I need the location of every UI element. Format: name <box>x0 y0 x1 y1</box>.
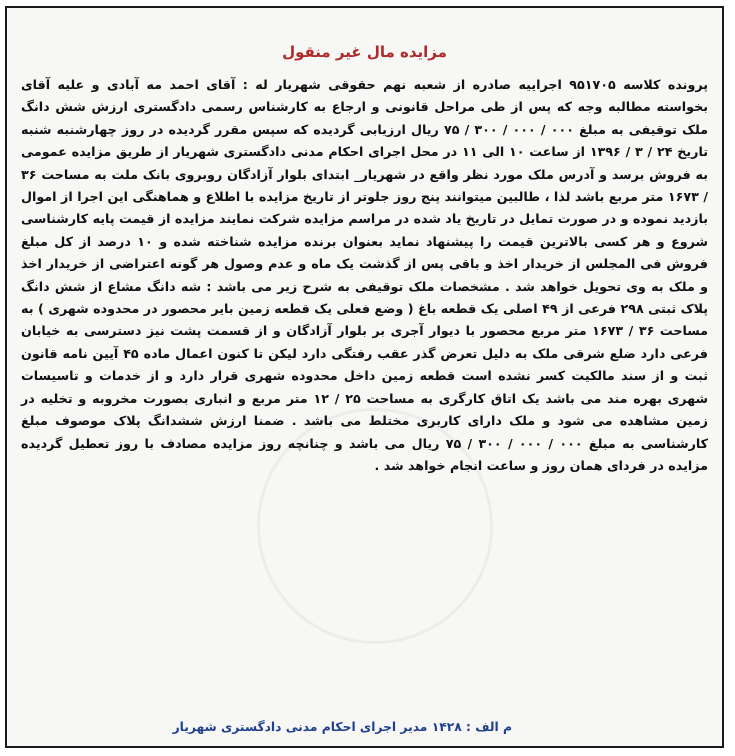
notice-frame <box>5 6 724 748</box>
notice-signature: م الف : ۱۴۲۸ مدیر اجرای احکام مدنی دادگستری شهریار <box>172 720 512 734</box>
publisher-logo-icon <box>542 743 632 748</box>
notice-body: پرونده کلاسه ۹۵۱۷۰۵ اجراییه صادره از شعبه نهم حقوقی شهریار له : آقای احمد مه آبادی و علیه آقای بخواسته مطالبه وجه که پس از طی مراحل قانونی و ارجاع به کارشناس رسمی دادگستری ارزش شش دانگ ملک توقیفی به مبلغ ۰۰۰ / ۰۰۰ / ۳۰۰ / ۷۵ ریال ارزیابی گردیده که سپس مقرر گردیده در روز چهارشنبه شنبه تاریخ ۲۴ / ۳ / ۱۳۹۶ از ساعت ۱۰ الی ۱۱ در محل اجرای احکام مدنی دادگستری شهریار از طریق مزایده عمومی به فروش برسد و آدرس ملک مورد نظر واقع در شهریار_ ابتدای بلوار آزادگان روبروی بانک ملت به مساحت ۳۶ / ۱۶۷۳ متر مربع باشد لذا ، طالبین میتوانند پنج روز جلوتر از تاریخ مزایده با اطلاع و هماهنگی این اجرا از اموال بازدید نموده و در صورت تمایل در تاریخ یاد شده در مراسم مزایده شرکت نمایند مزایده از قیمت پایه کارشناسی شروع و هر کسی بالاترین قیمت را پیشنهاد نماید بعنوان برنده مزایده شناخته شده و ۱۰ درصد از کل مبلغ فروش فی المجلس از خریدار اخذ و باقی پس از گذشت یک ماه و عدم وصول هر گونه اعتراضی از خریدار اخذ و ملک به وی تحویل خواهد شد . مشخصات ملک توقیفی به شرح زیر می باشد : شه دانگ مشاع از شش دانگ پلاک ثبتی ۲۹۸ فرعی از ۴۹ اصلی یک قطعه باغ ( وضع فعلی یک قطعه زمین بایر محصور در محدوده شهری ) به مساحت ۳۶ / ۱۶۷۳ متر مربع محصور با دیوار آجری بر بلوار آزادگان و از قسمت پشت نیز دسترسی به خیابان فرعی دارد ضلع شرقی ملک به دلیل تعرض گذر عقب رفتگی دارد لیکن تا کنون اعمال ماده ۴۵ آیین نامه قانون ثبت و از سند مالکیت کسر نشده است قطعه زمین داخل محدوده شهری قرار دارد و از خدمات و تاسیسات شهری بهره مند می باشد یک اتاق کارگری به مساحت ۲۵ / ۱۲ متر مربع و انباری بصورت مخروبه و تخلیه در زمین مشاهده می شود و ملک دارای کاربری مختلط می باشد . ضمنا ارزش ششدانگ پلاک موصوف مبلغ کارشناسی به مبلغ ۰۰۰ / ۰۰۰ / ۳۰۰ / ۷۵ ریال می باشد و چنانچه روز مزایده مصادف با روز تعطیل گردیده مزایده در فردای همان روز و ساعت انجام خواهد شد . <box>21 77 709 473</box>
notice-title: مزایده مال غیر منقول <box>282 43 447 61</box>
